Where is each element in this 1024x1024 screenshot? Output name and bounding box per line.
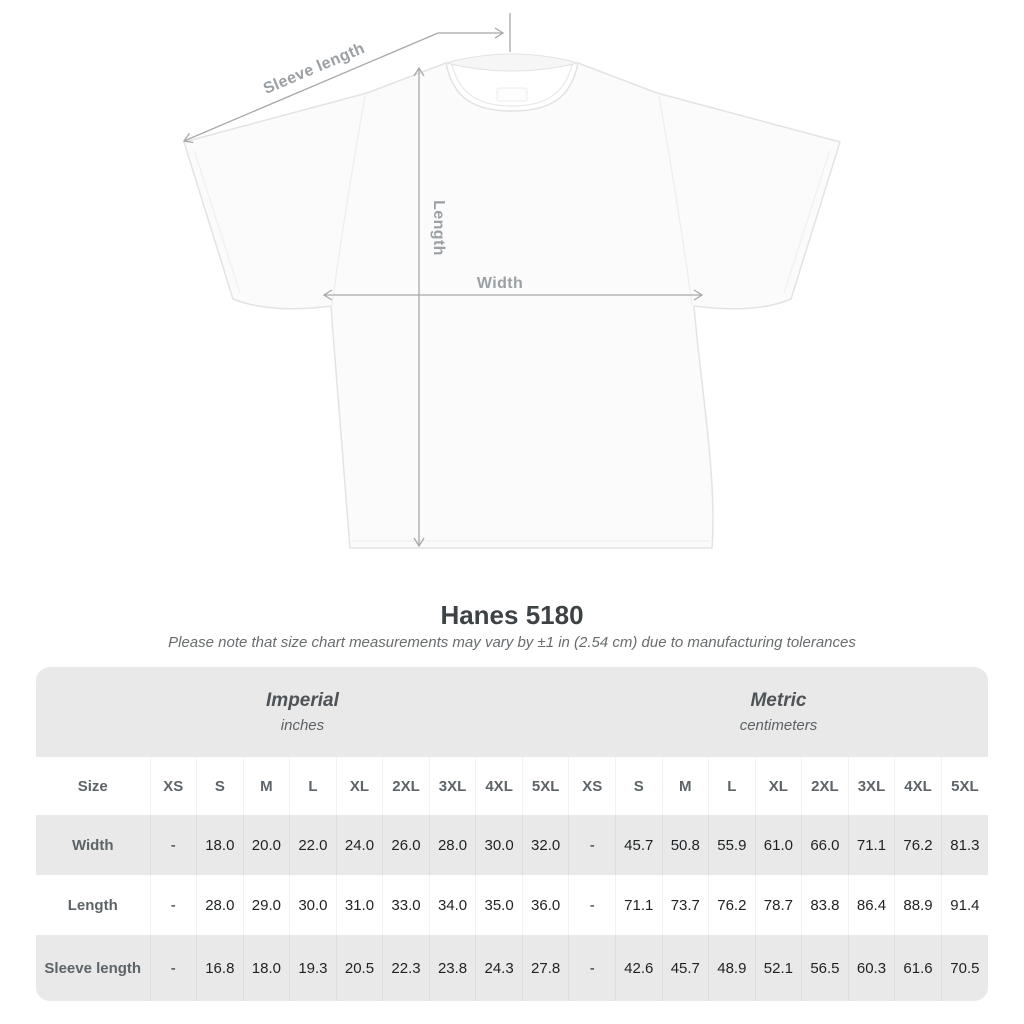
size-header-cell: 3XL xyxy=(848,757,895,815)
value-cell: 30.0 xyxy=(290,875,337,935)
unit-header-row xyxy=(36,667,988,757)
value-cell: 60.3 xyxy=(848,935,895,1001)
size-header-cell: 3XL xyxy=(429,757,476,815)
value-cell: 78.7 xyxy=(755,875,802,935)
value-cell: 81.3 xyxy=(941,815,988,875)
value-cell: 32.0 xyxy=(522,815,569,875)
size-header-cell: 2XL xyxy=(802,757,849,815)
row-label: Width xyxy=(36,815,150,875)
value-cell: 19.3 xyxy=(290,935,337,1001)
value-cell: 22.0 xyxy=(290,815,337,875)
value-cell: 28.0 xyxy=(197,875,244,935)
value-cell: 24.3 xyxy=(476,935,523,1001)
size-header-cell: M xyxy=(243,757,290,815)
value-cell: 55.9 xyxy=(709,815,756,875)
value-cell: 76.2 xyxy=(709,875,756,935)
tolerance-note: Please note that size chart measurements may vary by ±1 in (2.54 cm) due to manufacturing tolerances xyxy=(168,634,856,651)
size-header-cell: S xyxy=(197,757,244,815)
value-cell: 71.1 xyxy=(615,875,662,935)
table-row-sleeve-length xyxy=(36,935,988,1001)
value-cell: 52.1 xyxy=(755,935,802,1001)
size-header-cell: XS xyxy=(569,757,616,815)
value-cell: 71.1 xyxy=(848,815,895,875)
imperial-label: Imperial xyxy=(266,690,339,711)
value-cell: 16.8 xyxy=(197,935,244,1001)
metric-header xyxy=(569,667,988,757)
value-cell: 73.7 xyxy=(662,875,709,935)
size-header-cell: 4XL xyxy=(476,757,523,815)
value-cell: 50.8 xyxy=(662,815,709,875)
size-column-header: Size xyxy=(36,757,150,815)
value-cell: 28.0 xyxy=(429,815,476,875)
size-header-cell: 2XL xyxy=(383,757,430,815)
size-header-cell: XL xyxy=(336,757,383,815)
row-label: Sleeve length xyxy=(36,935,150,1001)
value-cell: 18.0 xyxy=(243,935,290,1001)
value-cell: 23.8 xyxy=(429,935,476,1001)
value-cell: - xyxy=(150,815,197,875)
value-cell: 45.7 xyxy=(662,935,709,1001)
value-cell: 29.0 xyxy=(243,875,290,935)
neck-tag xyxy=(497,88,527,101)
table-row-length xyxy=(36,875,988,935)
metric-label: Metric xyxy=(750,690,807,711)
value-cell: - xyxy=(569,935,616,1001)
length-label: Length xyxy=(430,200,447,256)
table-row-width xyxy=(36,815,988,875)
size-table xyxy=(36,667,988,1001)
value-cell: 76.2 xyxy=(895,815,942,875)
width-label: Width xyxy=(476,275,524,292)
value-cell: - xyxy=(150,935,197,1001)
size-header-row xyxy=(36,757,988,815)
value-cell: 66.0 xyxy=(802,815,849,875)
value-cell: 83.8 xyxy=(802,875,849,935)
value-cell: 18.0 xyxy=(197,815,244,875)
size-table-grid xyxy=(36,667,988,1001)
row-label: Length xyxy=(36,875,150,935)
value-cell: 20.5 xyxy=(336,935,383,1001)
value-cell: 61.6 xyxy=(895,935,942,1001)
size-header-cell: 4XL xyxy=(895,757,942,815)
value-cell: 26.0 xyxy=(383,815,430,875)
value-cell: 48.9 xyxy=(709,935,756,1001)
value-cell: 31.0 xyxy=(336,875,383,935)
imperial-unit: inches xyxy=(280,717,325,734)
size-header-cell: L xyxy=(290,757,337,815)
size-header-cell: XL xyxy=(755,757,802,815)
size-header-cell: L xyxy=(709,757,756,815)
value-cell: - xyxy=(569,875,616,935)
value-cell: 86.4 xyxy=(848,875,895,935)
value-cell: 36.0 xyxy=(522,875,569,935)
size-header-cell: 5XL xyxy=(941,757,988,815)
value-cell: 88.9 xyxy=(895,875,942,935)
value-cell: 27.8 xyxy=(522,935,569,1001)
value-cell: 22.3 xyxy=(383,935,430,1001)
value-cell: 33.0 xyxy=(383,875,430,935)
value-cell: 91.4 xyxy=(941,875,988,935)
metric-unit: centimeters xyxy=(739,717,818,734)
sleeve-length-label: Sleeve length xyxy=(261,39,368,98)
size-header-cell: S xyxy=(615,757,662,815)
size-header-cell: M xyxy=(662,757,709,815)
value-cell: 70.5 xyxy=(941,935,988,1001)
value-cell: 56.5 xyxy=(802,935,849,1001)
size-header-cell: 5XL xyxy=(522,757,569,815)
value-cell: 24.0 xyxy=(336,815,383,875)
value-cell: 61.0 xyxy=(755,815,802,875)
value-cell: 35.0 xyxy=(476,875,523,935)
value-cell: 42.6 xyxy=(615,935,662,1001)
value-cell: 30.0 xyxy=(476,815,523,875)
size-header-cell: XS xyxy=(150,757,197,815)
product-title: Hanes 5180 xyxy=(440,600,584,630)
value-cell: 20.0 xyxy=(243,815,290,875)
imperial-header xyxy=(36,667,569,757)
value-cell: 34.0 xyxy=(429,875,476,935)
tshirt-illustration xyxy=(184,54,840,548)
value-cell: - xyxy=(150,875,197,935)
value-cell: - xyxy=(569,815,616,875)
collar xyxy=(446,54,578,71)
value-cell: 45.7 xyxy=(615,815,662,875)
